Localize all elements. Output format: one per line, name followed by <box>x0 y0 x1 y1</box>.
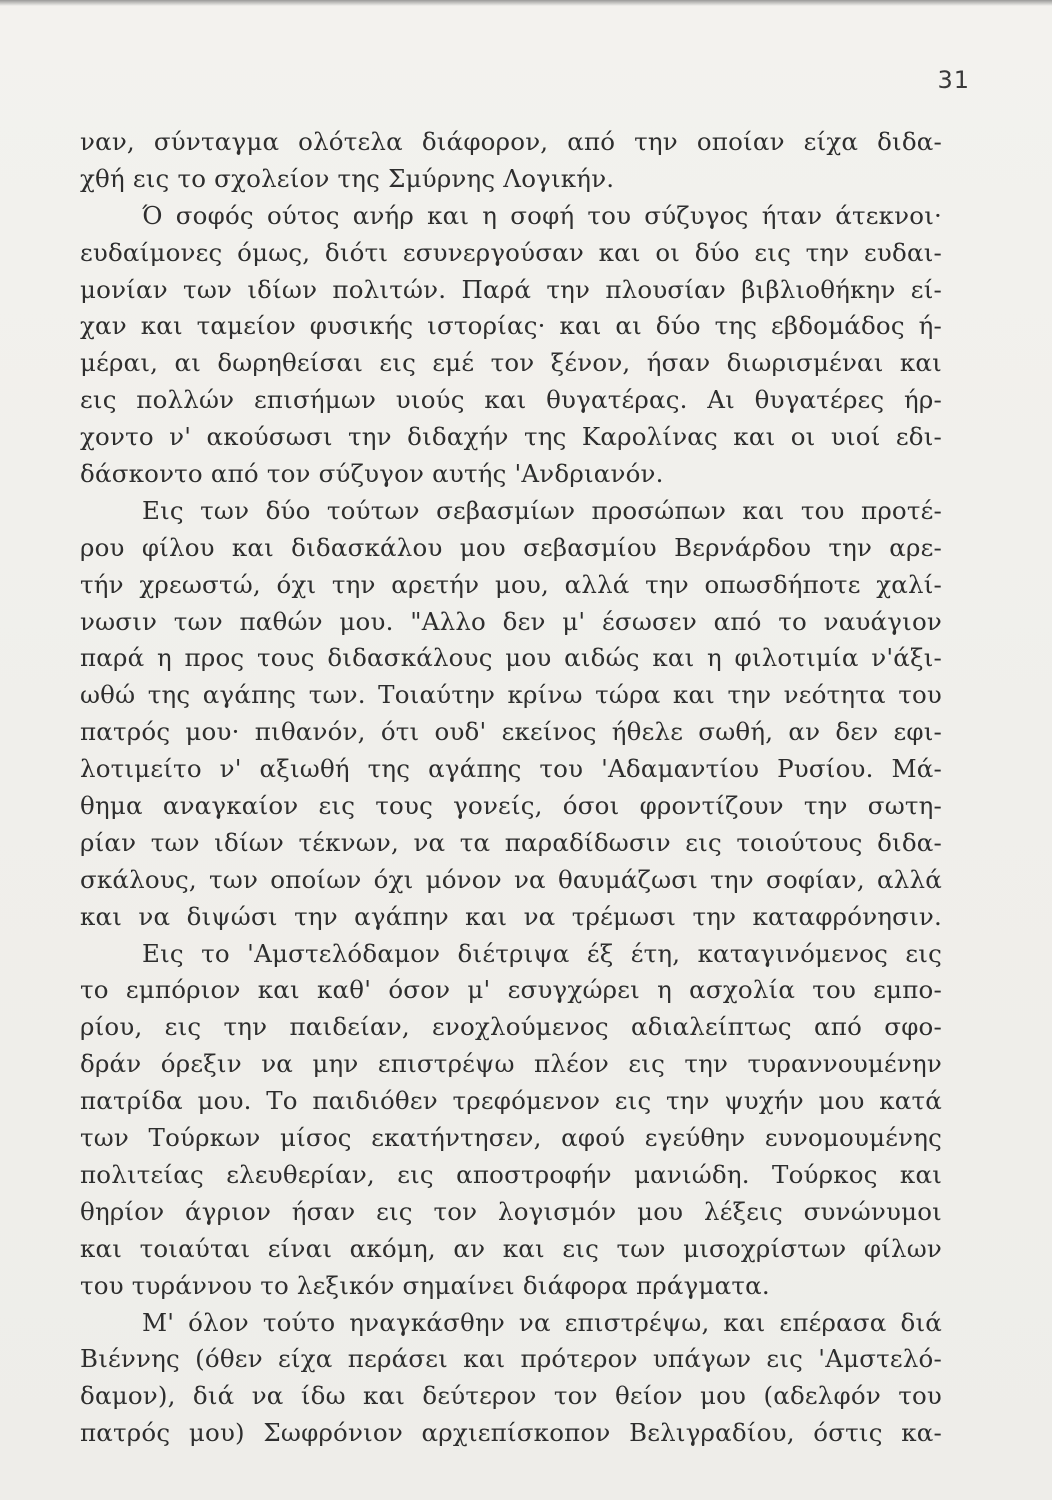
text-line: και τοιαύται είναι ακόμη, αν και εις των μισοχρίστων φίλων <box>80 1233 942 1263</box>
text-line: χοντο ν' ακούσωσι την διδαχήν της Καρολίνας και οι υιοί εδι- <box>80 422 942 452</box>
text-line: Ό σοφός ούτος ανήρ και η σοφή του σύζυγος ήταν άτεκνοι· <box>142 200 942 230</box>
text-line: δάσκοντο από τον σύζυγον αυτής 'Ανδριανόν. <box>80 459 664 489</box>
text-line: ωθώ της αγάπης των. Τοιαύτην κρίνω τώρα και την νεότητα του <box>80 680 942 710</box>
text-line: σκάλους, των οποίων όχι μόνον να θαυμάζωσι την σοφίαν, αλλά <box>80 864 942 894</box>
text-line: ναν, σύνταγμα ολότελα διάφορον, από την οποίαν είχα διδα- <box>80 127 942 156</box>
text-line: Βιέννης (όθεν είχα περάσει και πρότερον υπάγων εις 'Αμστελό- <box>80 1344 942 1374</box>
text-line: ρίαν των ιδίων τέκνων, να τα παραδίδωσιν εις τοιούτους διδα- <box>80 827 942 857</box>
page-top-edge <box>0 0 1052 6</box>
text-line: μονίαν των ιδίων πολιτών. Παρά την πλουσίαν βιβλιοθήκην εί- <box>80 274 942 304</box>
text-line: χαν και ταμείον φυσικής ιστορίας· και αι δύο της εβδομάδος ή- <box>80 311 942 341</box>
text-line: τήν χρεωστώ, όχι την αρετήν μου, αλλά την οπωσδήποτε χαλί- <box>80 569 942 599</box>
text-line: του τυράννου το λεξικόν σημαίνει διάφορα πράγματα. <box>80 1270 770 1300</box>
text-line: ευδαίμονες όμως, διότι εσυνεργούσαν και οι δύο εις την ευδαι- <box>80 237 942 267</box>
page-number: 31 <box>937 66 970 94</box>
text-line: παρά η προς τους διδασκάλους μου αιδώς και η φιλοτιμία ν'άξι- <box>80 643 942 673</box>
text-line: και να διψώσι την αγάπην και να τρέμωσι την καταφρόνησιν. <box>80 901 942 931</box>
text-line: το εμπόριον και καθ' όσον μ' εσυγχώρει η ασχολία του εμπο- <box>80 975 942 1005</box>
text-line: δράν όρεξιν να μην επιστρέψω πλέον εις την τυραννουμένην <box>80 1049 942 1079</box>
text-line: ρου φίλου και διδασκάλου μου σεβασμίου Βερνάρδου την αρε- <box>80 532 942 562</box>
text-line: πατρός μου) Σωφρόνιον αρχιεπίσκοπον Βελιγραδίου, όστις κα- <box>80 1418 942 1448</box>
text-line: των Τούρκων μίσος εκατήντησεν, αφού εγεύθην ευνομουμένης <box>80 1123 942 1153</box>
text-line: πατρός μου· πιθανόν, ότι ουδ' εκείνος ήθελε σωθή, αν δεν εφι- <box>80 717 942 747</box>
text-line: Εις των δύο τούτων σεβασμίων προσώπων και του προτέ- <box>142 495 942 525</box>
text-line: εις πολλών επισήμων υιούς και θυγατέρας. Αι θυγατέρες ήρ- <box>80 385 942 415</box>
text-line: χθή εις το σχολείον της Σμύρνης Λογικήν. <box>80 163 615 193</box>
text-line: λοτιμείτο ν' αξιωθή της αγάπης του 'Αδαμαντίου Ρυσίου. Μά- <box>80 754 942 784</box>
text-line: Μ' όλον τούτο ηναγκάσθην να επιστρέψω, και επέρασα διά <box>142 1307 942 1337</box>
text-line: ρίου, εις την παιδείαν, ενοχλούμενος αδιαλείπτως από σφο- <box>80 1012 942 1042</box>
text-line: Εις το 'Αμστελόδαμον διέτριψα έξ έτη, καταγινόμενος εις <box>142 938 942 968</box>
body-text <box>80 124 942 1452</box>
text-line: θημα αναγκαίον εις τους γονείς, όσοι φροντίζουν την σωτη- <box>80 791 942 821</box>
text-line: μέραι, αι δωρηθείσαι εις εμέ τον ξένον, ήσαν διωρισμέναι και <box>80 348 942 378</box>
text-line: νωσιν των παθών μου. "Αλλο δεν μ' έσωσεν από το ναυάγιον <box>80 606 942 636</box>
text-line: πατρίδα μου. Το παιδιόθεν τρεφόμενον εις την ψυχήν μου κατά <box>80 1086 942 1116</box>
text-line: πολιτείας ελευθερίαν, εις αποστροφήν μανιώδη. Τούρκος και <box>80 1159 942 1189</box>
text-line: θηρίον άγριον ήσαν εις τον λογισμόν μου λέξεις συνώνυμοι <box>80 1196 942 1226</box>
text-line: δαμον), διά να ίδω και δεύτερον τον θείον μου (αδελφόν του <box>80 1381 942 1411</box>
